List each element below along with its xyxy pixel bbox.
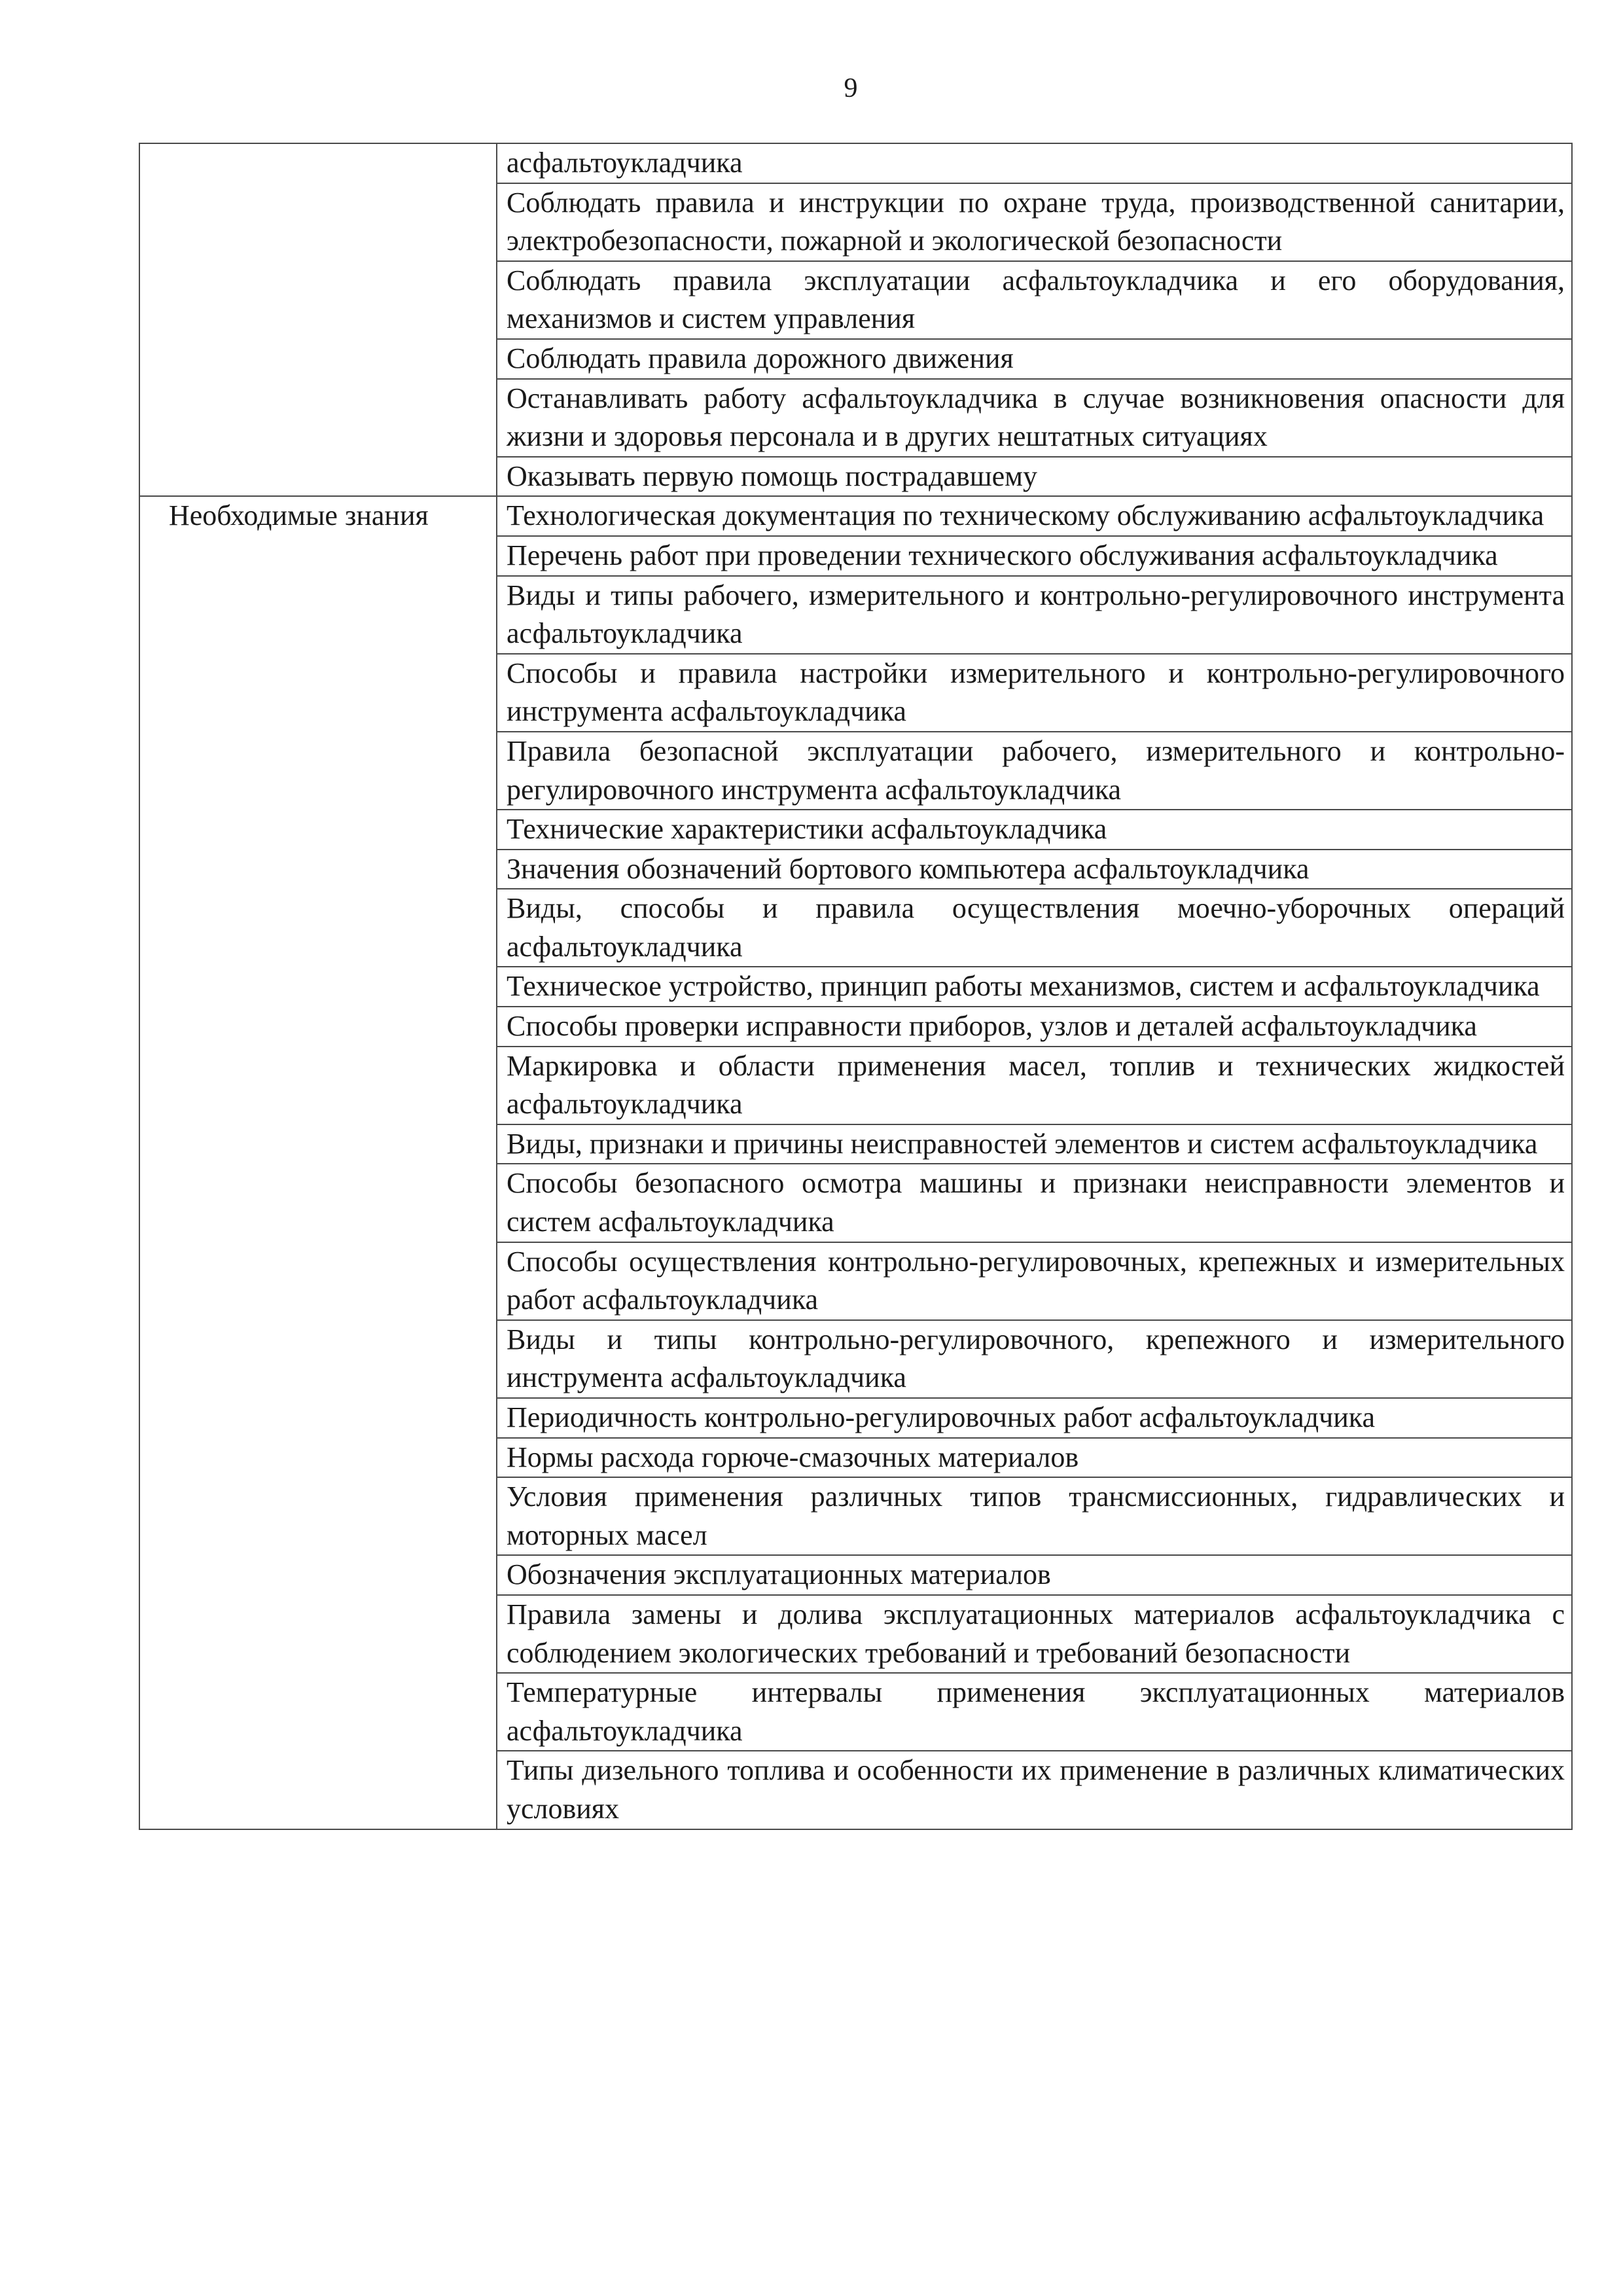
skill-item: Соблюдать правила эксплуатации асфальтоукладчика и его оборудования, механизмов и систем управления: [497, 261, 1572, 339]
knowledge-item: Виды, признаки и причины неисправностей элементов и систем асфальтоукладчика: [497, 1124, 1572, 1164]
competency-table: [139, 143, 1573, 1830]
knowledge-label: Необходимые знания: [139, 496, 497, 1829]
knowledge-item: Нормы расхода горюче-смазочных материалов: [497, 1438, 1572, 1478]
skill-item: Оказывать первую помощь пострадавшему: [497, 457, 1572, 497]
knowledge-item: Технологическая документация по техническому обслуживанию асфальтоукладчика: [497, 496, 1572, 536]
knowledge-item: Периодичность контрольно-регулировочных работ асфальтоукладчика: [497, 1398, 1572, 1438]
knowledge-item: Маркировка и области применения масел, топлив и технических жидкостей асфальтоукладчика: [497, 1047, 1572, 1124]
knowledge-item: Технические характеристики асфальтоукладчика: [497, 810, 1572, 850]
knowledge-item: Способы и правила настройки измерительного и контрольно-регулировочного инструмента асфальтоукладчика: [497, 654, 1572, 732]
knowledge-item: Виды и типы рабочего, измерительного и контрольно-регулировочного инструмента асфальтоукладчика: [497, 576, 1572, 654]
knowledge-item: Способы осуществления контрольно-регулировочных, крепежных и измерительных работ асфальтоукладчика: [497, 1242, 1572, 1320]
knowledge-item: Типы дизельного топлива и особенности их применение в различных климатических условиях: [497, 1751, 1572, 1829]
table-row: [139, 496, 1572, 536]
skill-item: асфальтоукладчика: [497, 143, 1572, 183]
skill-item: Соблюдать правила дорожного движения: [497, 339, 1572, 379]
knowledge-item: Виды, способы и правила осуществления моечно-уборочных операций асфальтоукладчика: [497, 889, 1572, 967]
skill-item: Соблюдать правила и инструкции по охране труда, производственной санитарии, электробезопасности, пожарной и экологической безопасности: [497, 183, 1572, 261]
knowledge-item: Правила замены и долива эксплуатационных материалов асфальтоукладчика с соблюдением экологических требований и требований безопасности: [497, 1595, 1572, 1673]
page-number: 9: [844, 73, 858, 103]
skill-item: Останавливать работу асфальтоукладчика в случае возникновения опасности для жизни и здоровья персонала и в других нештатных ситуациях: [497, 379, 1572, 457]
table-row: [139, 143, 1572, 183]
knowledge-item: Правила безопасной эксплуатации рабочего, измерительного и контрольно-регулировочного инструмента асфальтоукладчика: [497, 732, 1572, 810]
knowledge-item: Способы безопасного осмотра машины и признаки неисправности элементов и систем асфальтоукладчика: [497, 1164, 1572, 1242]
knowledge-item: Перечень работ при проведении технического обслуживания асфальтоукладчика: [497, 536, 1572, 576]
knowledge-item: Техническое устройство, принцип работы механизмов, систем и асфальтоукладчика: [497, 967, 1572, 1007]
knowledge-item: Обозначения эксплуатационных материалов: [497, 1555, 1572, 1595]
skills-label-cell: [139, 143, 497, 496]
knowledge-item: Значения обозначений бортового компьютера асфальтоукладчика: [497, 850, 1572, 889]
knowledge-item: Способы проверки исправности приборов, узлов и деталей асфальтоукладчика: [497, 1007, 1572, 1047]
knowledge-item: Условия применения различных типов трансмиссионных, гидравлических и моторных масел: [497, 1477, 1572, 1555]
knowledge-item: Виды и типы контрольно-регулировочного, крепежного и измерительного инструмента асфальтоукладчика: [497, 1320, 1572, 1398]
knowledge-item: Температурные интервалы применения эксплуатационных материалов асфальтоукладчика: [497, 1673, 1572, 1751]
